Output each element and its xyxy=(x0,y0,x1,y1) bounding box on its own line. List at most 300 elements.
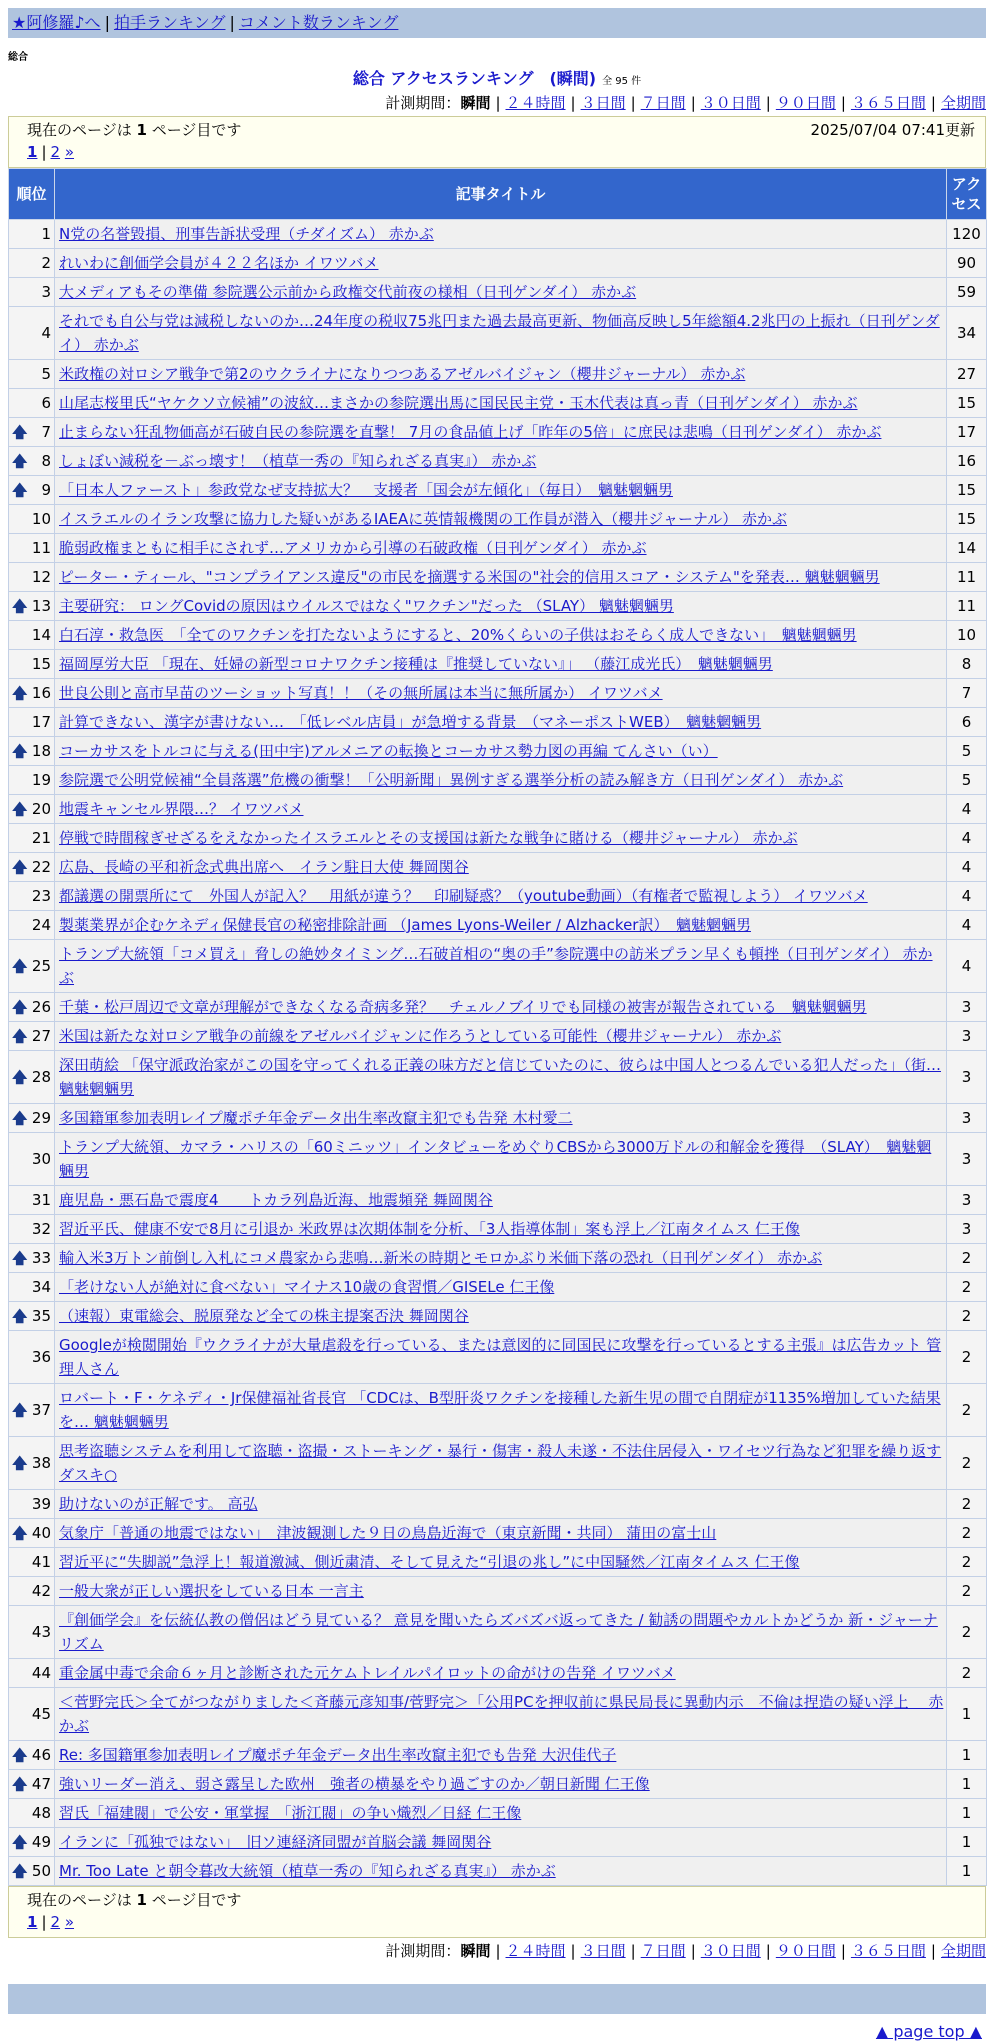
rank-cell xyxy=(9,476,55,505)
rank-number: 9 xyxy=(41,481,51,499)
period-separator: | xyxy=(690,94,696,112)
rank-cell xyxy=(9,1577,55,1606)
rank-number: 45 xyxy=(31,1705,51,1723)
pager-separator: | xyxy=(41,143,47,161)
period-option-4[interactable]: ３０日間 xyxy=(700,94,761,112)
article-title-link[interactable]: コーカサスをトルコに与える(田中宇)アルメニアの転換とコーカサス勢力図の再編 てんさい（い） xyxy=(59,742,718,760)
rank-cell xyxy=(9,940,55,993)
access-count: 3 xyxy=(947,1104,987,1133)
table-row xyxy=(9,1490,987,1519)
applause-ranking-link[interactable]: 拍手ランキング xyxy=(113,13,226,32)
access-count: 3 xyxy=(947,1051,987,1104)
article-title-link[interactable]: 強いリーダー消え、弱さ露呈した欧州 強者の横暴をやり過ごすのか／朝日新聞 仁王像 xyxy=(59,1775,650,1793)
title-cell xyxy=(55,940,947,993)
title-cell xyxy=(55,563,947,592)
article-title-link[interactable]: 重金属中毒で余命６ヶ月と診断された元ケムトレイルパイロットの命がけの告発 イワツバメ xyxy=(59,1664,676,1682)
rank-number: 22 xyxy=(31,858,51,876)
title-cell xyxy=(55,993,947,1022)
rank-cell xyxy=(9,1548,55,1577)
access-count: 16 xyxy=(947,447,987,476)
table-row xyxy=(9,1022,987,1051)
rank-up-arrow-icon: 🡅 xyxy=(12,1862,28,1880)
rank-cell xyxy=(9,1331,55,1384)
table-row xyxy=(9,1828,987,1857)
article-title-link[interactable]: 深田萌絵 「保守派政治家がこの国を守ってくれる正義の味方だと信じていたのに、彼らは中国人とつるんでいる犯人だった」（街… 魑魅魍魎男 xyxy=(59,1056,941,1098)
rank-number: 46 xyxy=(31,1746,51,1764)
rank-cell xyxy=(9,993,55,1022)
current-page-number: 1 xyxy=(136,121,147,139)
access-count: 2 xyxy=(947,1606,987,1659)
rank-number: 20 xyxy=(31,800,51,818)
article-title-link[interactable]: 大メディアもその準備 参院選公示前から政権交代前夜の様相（日刊ゲンダイ） 赤かぶ xyxy=(59,283,637,301)
title-cell xyxy=(55,1519,947,1548)
title-cell xyxy=(55,1384,947,1437)
period-label: 計測期間： xyxy=(385,94,461,112)
period-separator: | xyxy=(930,1942,936,1960)
article-title-link[interactable]: 停戦で時間稼ぎせざるをえなかったイスラエルとその支援国は新たな戦争に賭ける（櫻井ジャーナル） 赤かぶ xyxy=(59,829,798,847)
rank-number: 25 xyxy=(31,957,51,975)
rank-number: 41 xyxy=(31,1553,51,1571)
rank-number: 50 xyxy=(31,1862,51,1880)
access-count: 2 xyxy=(947,1331,987,1384)
rank-cell xyxy=(9,1857,55,1886)
access-count: 2 xyxy=(947,1302,987,1331)
period-option-6[interactable]: ３６５日間 xyxy=(850,94,926,112)
rank-number: 16 xyxy=(31,684,51,702)
access-count: 2 xyxy=(947,1490,987,1519)
period-option-2[interactable]: ３日間 xyxy=(580,1942,626,1960)
rank-cell xyxy=(9,592,55,621)
rank-up-arrow-icon: 🡅 xyxy=(12,1249,28,1267)
access-count: 6 xyxy=(947,708,987,737)
rank-number: 31 xyxy=(31,1191,51,1209)
table-row xyxy=(9,708,987,737)
title-cell xyxy=(55,534,947,563)
pager xyxy=(27,141,975,163)
page-2-link[interactable]: 2 xyxy=(50,143,61,161)
access-count: 17 xyxy=(947,418,987,447)
access-count: 14 xyxy=(947,534,987,563)
access-count: 2 xyxy=(947,1577,987,1606)
access-count: 4 xyxy=(947,940,987,993)
article-title-link[interactable]: 「日本人ファースト」参政党なぜ支持拡大？ 支援者「国会が左傾化」（毎日） 魑魅魍魎男 xyxy=(59,481,673,499)
access-count: 2 xyxy=(947,1659,987,1688)
period-option-1[interactable]: ２４時間 xyxy=(505,1942,566,1960)
access-count: 11 xyxy=(947,563,987,592)
period-separator: | xyxy=(570,1942,576,1960)
table-row xyxy=(9,249,987,278)
rank-cell xyxy=(9,1799,55,1828)
rank-cell xyxy=(9,1437,55,1490)
title-cell xyxy=(55,766,947,795)
footer-bar xyxy=(8,1984,986,2014)
article-title-link[interactable]: 千葉・松戸周辺で文章が理解ができなくなる奇病多発？ チェルノブイリでも同様の被害が報告されている 魑魅魍魎男 xyxy=(59,998,867,1016)
article-title-link[interactable]: 広島、長崎の平和祈念式典出席へ イラン駐日大使 舞岡関谷 xyxy=(59,858,469,876)
access-count: 90 xyxy=(947,249,987,278)
period-selector xyxy=(8,92,986,114)
period-option-6[interactable]: ３６５日間 xyxy=(850,1942,926,1960)
article-title-link[interactable]: 福岡厚労大臣 「現在、妊婦の新型コロナワクチン接種は『推奨していない』」 （藤江成光氏） 魑魅魍魎男 xyxy=(59,655,773,673)
table-row xyxy=(9,679,987,708)
rank-cell xyxy=(9,1828,55,1857)
period-selector-bottom xyxy=(8,1940,986,1962)
rank-cell xyxy=(9,307,55,360)
period-option-2[interactable]: ３日間 xyxy=(580,94,626,112)
article-title-link[interactable]: れいわに創価学会員が４２２名ほか イワツバメ xyxy=(59,254,379,272)
access-count: 2 xyxy=(947,1548,987,1577)
rank-cell xyxy=(9,1770,55,1799)
table-row xyxy=(9,1133,987,1186)
rank-number: 49 xyxy=(31,1833,51,1851)
rank-cell xyxy=(9,1051,55,1104)
rank-cell xyxy=(9,1186,55,1215)
article-title-link[interactable]: イスラエルのイラン攻撃に協力した疑いがあるIAEAに英情報機関の工作員が潜入（櫻井ジャーナル） 赤かぶ xyxy=(59,510,787,528)
access-count: 34 xyxy=(947,307,987,360)
rank-cell xyxy=(9,1688,55,1741)
rank-cell xyxy=(9,795,55,824)
table-row xyxy=(9,1215,987,1244)
table-row xyxy=(9,278,987,307)
rank-cell xyxy=(9,1606,55,1659)
article-title-link[interactable]: 米政権の対ロシア戦争で第2のウクライナになりつつあるアゼルバイジャン（櫻井ジャーナル） 赤かぶ xyxy=(59,365,746,383)
rank-number: 36 xyxy=(31,1348,51,1366)
title-cell xyxy=(55,447,947,476)
article-title-link[interactable]: 主要研究： ロングCovidの原因はウイルスではなく"ワクチン"だった （SLAY） 魑魅魍魎男 xyxy=(59,597,674,615)
title-cell xyxy=(55,1186,947,1215)
period-option-5[interactable]: ９０日間 xyxy=(775,94,836,112)
access-count: 4 xyxy=(947,795,987,824)
rank-cell xyxy=(9,1302,55,1331)
title-cell xyxy=(55,360,947,389)
comment-ranking-link[interactable]: コメント数ランキング xyxy=(238,13,399,32)
table-row xyxy=(9,563,987,592)
current-page-number: 1 xyxy=(136,1891,147,1909)
access-count: 1 xyxy=(947,1688,987,1741)
page-2-link[interactable]: 2 xyxy=(50,1913,61,1931)
rank-up-arrow-icon: 🡅 xyxy=(12,481,28,499)
article-title-link[interactable]: 止まらない狂乱物価高が石破自民の参院選を直撃！ 7月の食品値上げ「昨年の5倍」に庶民は悲鳴（日刊ゲンダイ） 赤かぶ xyxy=(59,423,882,441)
period-separator: | xyxy=(765,1942,771,1960)
rank-cell xyxy=(9,1519,55,1548)
table-row xyxy=(9,993,987,1022)
period-option-5[interactable]: ９０日間 xyxy=(775,1942,836,1960)
article-title-link[interactable]: 脆弱政権まともに相手にされず…アメリカから引導の石破政権（日刊ゲンダイ） 赤かぶ xyxy=(59,539,647,557)
rank-cell xyxy=(9,650,55,679)
title-cell xyxy=(55,307,947,360)
current-page-prefix: 現在のページは xyxy=(27,121,132,139)
rank-up-arrow-icon: 🡅 xyxy=(12,452,28,470)
article-title-link[interactable]: （速報）東電総会、脱原発など全ての株主提案否決 舞岡関谷 xyxy=(59,1307,469,1325)
updated-timestamp: 2025/07/04 07:41更新 xyxy=(810,121,975,139)
top-navigation xyxy=(8,8,986,38)
rank-number: 14 xyxy=(31,626,51,644)
table-row xyxy=(9,1519,987,1548)
article-title-link[interactable]: 「老けない人が絶対に食べない」マイナス10歳の食習慣／GISELe 仁王像 xyxy=(59,1278,555,1296)
rank-number: 3 xyxy=(41,283,51,301)
title-cell xyxy=(55,1606,947,1659)
title-cell xyxy=(55,1051,947,1104)
table-row xyxy=(9,853,987,882)
page-info-box xyxy=(8,116,986,168)
title-cell xyxy=(55,1659,947,1688)
rank-column-header: 順位 xyxy=(9,169,55,220)
article-title-link[interactable]: 助けないのが正解です。 高弘 xyxy=(59,1495,258,1513)
rank-number: 30 xyxy=(31,1150,51,1168)
table-row xyxy=(9,505,987,534)
asyura-home-link[interactable]: ★阿修羅♪へ xyxy=(12,13,101,32)
title-cell xyxy=(55,1437,947,1490)
period-separator: | xyxy=(570,94,576,112)
rank-number: 39 xyxy=(31,1495,51,1513)
period-option-3[interactable]: ７日間 xyxy=(640,94,686,112)
rank-up-arrow-icon: 🡅 xyxy=(12,1746,28,1764)
period-option-1[interactable]: ２４時間 xyxy=(505,94,566,112)
article-title-link[interactable]: しょぼい減税を－ぶっ壊す！（植草一秀の『知られざる真実』） 赤かぶ xyxy=(59,452,537,470)
title-cell xyxy=(55,1244,947,1273)
table-row xyxy=(9,1244,987,1273)
article-title-link[interactable]: 多国籍軍参加表明レイプ魔ポチ年金データ出生率改竄主犯でも告発 木村愛二 xyxy=(59,1109,573,1127)
title-cell xyxy=(55,1799,947,1828)
article-title-link[interactable]: 世良公則と高市早苗のツーショット写真！！（その無所属は本当に無所属か） イワツバメ xyxy=(59,684,663,702)
table-row xyxy=(9,1302,987,1331)
table-row xyxy=(9,1051,987,1104)
table-row xyxy=(9,1548,987,1577)
article-title-link[interactable]: N党の名誉毀損、刑事告訴状受理（チダイズム） 赤かぶ xyxy=(59,225,434,243)
rank-up-arrow-icon: 🡅 xyxy=(12,1027,28,1045)
article-title-link[interactable]: 参院選で公明党候補“全員落選”危機の衝撃！「公明新聞」異例すぎる選挙分析の読み解き方（日刊ゲンダイ） 赤かぶ xyxy=(59,771,844,789)
period-separator: | xyxy=(495,1942,501,1960)
table-row xyxy=(9,1577,987,1606)
access-count: 27 xyxy=(947,360,987,389)
rank-number: 47 xyxy=(31,1775,51,1793)
article-title-link[interactable]: Re: 多国籍軍参加表明レイプ魔ポチ年金データ出生率改竄主犯でも告発 大沢佳代子 xyxy=(59,1746,617,1764)
rank-up-arrow-icon: 🡅 xyxy=(12,957,28,975)
table-row xyxy=(9,1186,987,1215)
access-count: 15 xyxy=(947,505,987,534)
article-title-link[interactable]: イランに「孤独ではない」 旧ソ連経済同盟が首脳会議 舞岡関谷 xyxy=(59,1833,492,1851)
table-row xyxy=(9,650,987,679)
title-cell xyxy=(55,1331,947,1384)
access-count: 1 xyxy=(947,1770,987,1799)
access-count: 3 xyxy=(947,1186,987,1215)
rank-up-arrow-icon: 🡅 xyxy=(12,1068,28,1086)
period-separator: | xyxy=(840,94,846,112)
rank-number: 44 xyxy=(31,1664,51,1682)
page-info-line xyxy=(27,119,975,141)
article-title-link[interactable]: ピーター・ティール、"コンプライアンス違反"の市民を摘選する米国の"社会的信用スコア・システム"を発表… 魑魅魍魎男 xyxy=(59,568,880,586)
table-header-row xyxy=(9,169,987,220)
rank-number: 4 xyxy=(41,324,51,342)
article-title-link[interactable]: 製薬業界が企むケネディ保健長官の秘密排除計画 （James Lyons-Weiler / Alzhacker訳） 魑魅魍魎男 xyxy=(59,916,751,934)
access-count: 1 xyxy=(947,1741,987,1770)
rank-number: 48 xyxy=(31,1804,51,1822)
table-row xyxy=(9,1659,987,1688)
title-column-header: 記事タイトル xyxy=(55,169,947,220)
title-cell xyxy=(55,1302,947,1331)
title-cell xyxy=(55,278,947,307)
table-row xyxy=(9,1331,987,1384)
article-title-link[interactable]: 思考盗聴システムを利用して盗聴・盗撮・ストーキング・暴行・傷害・殺人未遂・不法住居侵入・ワイセツ行為など犯罪を繰り返すダスキ○ xyxy=(59,1442,942,1484)
rank-cell xyxy=(9,621,55,650)
access-count: 10 xyxy=(947,621,987,650)
rank-cell xyxy=(9,1104,55,1133)
rank-cell xyxy=(9,1273,55,1302)
title-cell xyxy=(55,418,947,447)
nav-separator: | xyxy=(229,13,235,32)
title-cell xyxy=(55,737,947,766)
period-separator: | xyxy=(630,94,636,112)
access-count: 8 xyxy=(947,650,987,679)
rank-cell xyxy=(9,505,55,534)
table-row xyxy=(9,1741,987,1770)
article-title-link[interactable]: 一般大衆が正しい選択をしている日本 一言主 xyxy=(59,1582,364,1600)
article-title-link[interactable]: Googleが検閲開始『ウクライナが大量虐殺を行っている、または意図的に同国民に攻撃を行っているとする主張』は広告カット 管理人さん xyxy=(59,1336,942,1378)
title-cell xyxy=(55,679,947,708)
article-title-link[interactable]: ロバート・F・ケネディ・Jr保健福祉省長官 「CDCは、B型肝炎ワクチンを接種した新生児の間で自閉症が1135%増加していた結果を… 魑魅魍魎男 xyxy=(59,1389,941,1431)
access-count: 4 xyxy=(947,853,987,882)
article-title-link[interactable]: ＜菅野完氏＞全てがつながりました＜斉藤元彦知事/菅野完＞「公用PCを押収前に県民局長に異動内示 不倫は捏造の疑い浮上 赤かぶ xyxy=(59,1693,944,1735)
article-title-link[interactable]: 鹿児島・悪石島で震度4 トカラ列島近海、地震頻発 舞岡関谷 xyxy=(59,1191,493,1209)
table-row xyxy=(9,360,987,389)
page-1-link[interactable]: 1 xyxy=(27,1913,38,1931)
access-count: 5 xyxy=(947,737,987,766)
rank-number: 6 xyxy=(41,394,51,412)
table-row xyxy=(9,737,987,766)
table-row xyxy=(9,1688,987,1741)
period-option-4[interactable]: ３０日間 xyxy=(700,1942,761,1960)
article-title-link[interactable]: 都議選の開票所にて 外国人が記入？ 用紙が違う？ 印刷疑惑？（youtube動画）（有権者で監視しよう） イワツバメ xyxy=(59,887,868,905)
ranking-table xyxy=(8,168,987,1886)
access-count: 2 xyxy=(947,1437,987,1490)
next-page-link[interactable]: » xyxy=(64,143,75,161)
rank-cell xyxy=(9,1741,55,1770)
rank-up-arrow-icon: 🡅 xyxy=(12,684,28,702)
access-count: 1 xyxy=(947,1828,987,1857)
nav-separator: | xyxy=(104,13,110,32)
pager-bottom xyxy=(27,1911,975,1933)
rank-number: 27 xyxy=(31,1027,51,1045)
period-option-7[interactable]: 全期間 xyxy=(940,1942,986,1960)
access-count: 59 xyxy=(947,278,987,307)
table-row xyxy=(9,476,987,505)
rank-cell xyxy=(9,563,55,592)
rank-number: 42 xyxy=(31,1582,51,1600)
rank-cell xyxy=(9,249,55,278)
article-title-link[interactable]: トランプ大統領「コメ買え」脅しの絶妙タイミング…石破首相の“奥の手”参院選中の訪米プラン早くも頓挫（日刊ゲンダイ） 赤かぶ xyxy=(59,945,933,987)
article-title-link[interactable]: 白石淳・救急医 「全てのワクチンを打たないようにすると、20%くらいの子供はおそらく成人できない」 魑魅魍魎男 xyxy=(59,626,857,644)
rank-number: 1 xyxy=(41,225,51,243)
rank-up-arrow-icon: 🡅 xyxy=(12,800,28,818)
rank-number: 32 xyxy=(31,1220,51,1238)
rank-number: 29 xyxy=(31,1109,51,1127)
title-cell xyxy=(55,476,947,505)
rank-cell xyxy=(9,278,55,307)
title-cell xyxy=(55,882,947,911)
access-count: 11 xyxy=(947,592,987,621)
rank-number: 43 xyxy=(31,1623,51,1641)
rank-number: 15 xyxy=(31,655,51,673)
rank-number: 13 xyxy=(31,597,51,615)
article-title-link[interactable]: 習近平氏、健康不安で8月に引退か 米政界は次期体制を分析、「3人指導体制」案も浮上／江南タイムス 仁王像 xyxy=(59,1220,800,1238)
article-title-link[interactable]: 山尾志桜里氏“ヤケクソ立候補”の波紋…まさかの参院選出馬に国民民主党・玉木代表は真っ青（日刊ゲンダイ） 赤かぶ xyxy=(59,394,858,412)
article-title-link[interactable]: 地震キャンセル界隈…？ イワツバメ xyxy=(59,800,304,818)
rank-cell xyxy=(9,824,55,853)
article-title-link[interactable]: 計算できない、漢字が書けない… 「低レベル店員」が急増する背景 （マネーポストWEB） 魑魅魍魎男 xyxy=(59,713,762,731)
rank-number: 24 xyxy=(31,916,51,934)
rank-cell xyxy=(9,1384,55,1437)
section-label: 総合 xyxy=(8,52,28,63)
title-cell xyxy=(55,1022,947,1051)
rank-cell xyxy=(9,1133,55,1186)
article-title-link[interactable]: それでも自公与党は減税しないのか…24年度の税収75兆円また過去最高更新、物価高反映し5年総額4.2兆円の上振れ（日刊ゲンダイ） 赤かぶ xyxy=(59,312,940,354)
article-title-link[interactable]: 輸入米3万トン前倒し入札にコメ農家から悲鳴…新米の時期とモロかぶり米価下落の恐れ（日刊ゲンダイ） 赤かぶ xyxy=(59,1249,823,1267)
page-top-link[interactable]: ▲ page top ▲ xyxy=(875,2022,982,2041)
rank-cell xyxy=(9,679,55,708)
current-page-suffix: ページ目です xyxy=(151,1891,242,1909)
title-cell xyxy=(55,1577,947,1606)
ranking-table-body xyxy=(9,220,987,1886)
rank-number: 28 xyxy=(31,1068,51,1086)
title-cell xyxy=(55,1770,947,1799)
total-count: 全 95 件 xyxy=(602,76,642,87)
table-row xyxy=(9,418,987,447)
rank-number: 33 xyxy=(31,1249,51,1267)
rank-cell xyxy=(9,853,55,882)
next-page-link[interactable]: » xyxy=(64,1913,75,1931)
rank-number: 40 xyxy=(31,1524,51,1542)
article-title-link[interactable]: トランプ大統領、カマラ・ハリスの「60ミニッツ」インタビューをめぐりCBSから3000万ドルの和解金を獲得 （SLAY） 魑魅魍魎男 xyxy=(59,1138,932,1180)
access-count: 15 xyxy=(947,476,987,505)
rank-cell xyxy=(9,1215,55,1244)
rank-cell xyxy=(9,708,55,737)
rank-up-arrow-icon: 🡅 xyxy=(12,1524,28,1542)
rank-number: 21 xyxy=(31,829,51,847)
rank-number: 2 xyxy=(41,254,51,272)
rank-number: 19 xyxy=(31,771,51,789)
title-cell xyxy=(55,708,947,737)
title-cell xyxy=(55,249,947,278)
article-title-link[interactable]: 気象庁「普通の地震ではない」 津波観測した９日の鳥島近海で（東京新聞・共同） 蒲田の富士山 xyxy=(59,1524,717,1542)
rank-up-arrow-icon: 🡅 xyxy=(12,1307,28,1325)
rank-number: 23 xyxy=(31,887,51,905)
title-cell xyxy=(55,1133,947,1186)
article-title-link[interactable]: 習近平に“失脚説”急浮上！報道激減、側近粛清、そして見えた“引退の兆し”に中国騒然／江南タイムス 仁王像 xyxy=(59,1553,800,1571)
article-title-link[interactable]: 米国は新たな対ロシア戦争の前線をアゼルバイジャンに作ろうとしている可能性（櫻井ジャーナル） 赤かぶ xyxy=(59,1027,782,1045)
article-title-link[interactable]: 習氏「福建閥」で公安・軍掌握 「浙江閥」の争い熾烈／日経 仁王像 xyxy=(59,1804,522,1822)
period-option-3[interactable]: ７日間 xyxy=(640,1942,686,1960)
access-count: 7 xyxy=(947,679,987,708)
access-count: 3 xyxy=(947,1022,987,1051)
rank-up-arrow-icon: 🡅 xyxy=(12,858,28,876)
rank-cell xyxy=(9,766,55,795)
table-row xyxy=(9,1770,987,1799)
rank-cell xyxy=(9,1244,55,1273)
article-title-link[interactable]: Mr. Too Late と朝令暮改大統領（植草一秀の『知られざる真実』） 赤かぶ xyxy=(59,1862,556,1880)
rank-up-arrow-icon: 🡅 xyxy=(12,597,28,615)
access-count: 2 xyxy=(947,1244,987,1273)
page-title-row xyxy=(0,68,994,90)
period-option-7[interactable]: 全期間 xyxy=(940,94,986,112)
access-count: 120 xyxy=(947,220,987,249)
table-row xyxy=(9,1437,987,1490)
article-title-link[interactable]: 『創価学会』を伝統仏教の僧侶はどう見ている？ 意見を聞いたらズバズバ返ってきた / 勧誘の問題やカルトかどうか 新・ジャーナリズム xyxy=(59,1611,938,1653)
period-separator: | xyxy=(690,1942,696,1960)
page-1-link[interactable]: 1 xyxy=(27,143,38,161)
table-row xyxy=(9,795,987,824)
access-count: 1 xyxy=(947,1799,987,1828)
current-page-suffix: ページ目です xyxy=(151,121,242,139)
table-row xyxy=(9,766,987,795)
